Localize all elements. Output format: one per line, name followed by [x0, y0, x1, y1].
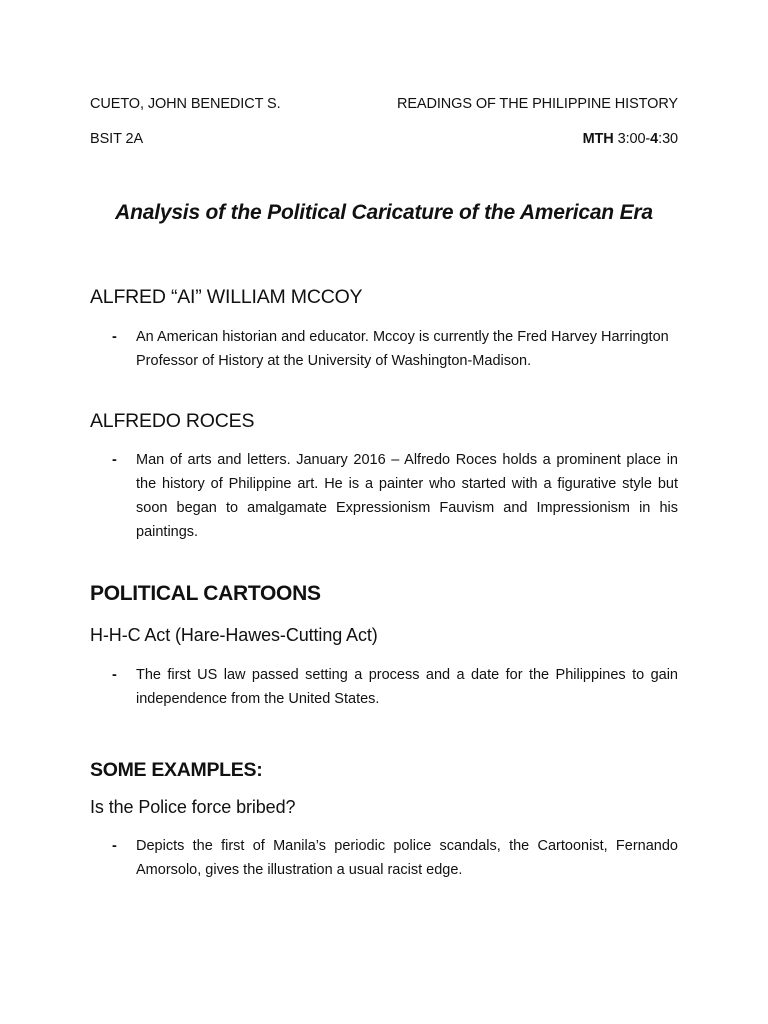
- schedule-time-hour: 4: [650, 131, 659, 147]
- course-title: READINGS OF THE PHILIPPINE HISTORY: [396, 96, 678, 112]
- heading-political-cartoons: POLITICAL CARTOONS: [90, 582, 321, 605]
- schedule-time-end: :30: [658, 131, 678, 147]
- bullet-text: An American historian and educator. Mccoy is currently the Fred Harvey Harrington Professor of History at the University of Washington-Madison.: [136, 329, 669, 369]
- subheading-hhc-act: H-H-C Act (Hare-Hawes-Cutting Act): [90, 625, 378, 645]
- heading-mccoy: ALFRED “AI” WILLIAM MCCOY: [90, 286, 363, 308]
- document-title: Analysis of the Political Caricature of the American Era: [115, 201, 653, 224]
- bullet-marker: -: [112, 667, 117, 683]
- class-schedule: [583, 131, 678, 147]
- bullet-mccoy: [112, 325, 678, 373]
- student-name: CUETO, JOHN BENEDICT S.: [90, 96, 281, 112]
- bullet-roces: [112, 448, 678, 544]
- heading-roces: ALFREDO ROCES: [90, 410, 255, 432]
- heading-some-examples: SOME EXAMPLES:: [90, 759, 263, 781]
- bullet-hhc-act: [112, 663, 678, 711]
- bullet-marker: -: [112, 452, 117, 468]
- subheading-police-bribed: Is the Police force bribed?: [90, 797, 296, 817]
- bullet-text: Man of arts and letters. January 2016 – Alfredo Roces holds a prominent place in the history of Philippine art. He is a painter who started with a figurative style but soon began to amalgamate Expressionism Fauvism and Impressionism in his paintings.: [136, 452, 678, 540]
- bullet-marker: -: [112, 329, 117, 345]
- class-section: BSIT 2A: [90, 131, 144, 147]
- header-row-2: [90, 131, 678, 147]
- bullet-text: The first US law passed setting a process and a date for the Philippines to gain independence from the United States.: [136, 667, 678, 707]
- header-row-1: [90, 96, 678, 112]
- bullet-marker: -: [112, 838, 117, 854]
- schedule-day: MTH: [582, 131, 614, 147]
- bullet-text: Depicts the first of Manila’s periodic police scandals, the Cartoonist, Fernando Amorsolo, gives the illustration a usual racist edge.: [136, 838, 678, 878]
- bullet-police-bribed: [112, 834, 678, 882]
- schedule-time-start: 3:00-: [617, 131, 651, 147]
